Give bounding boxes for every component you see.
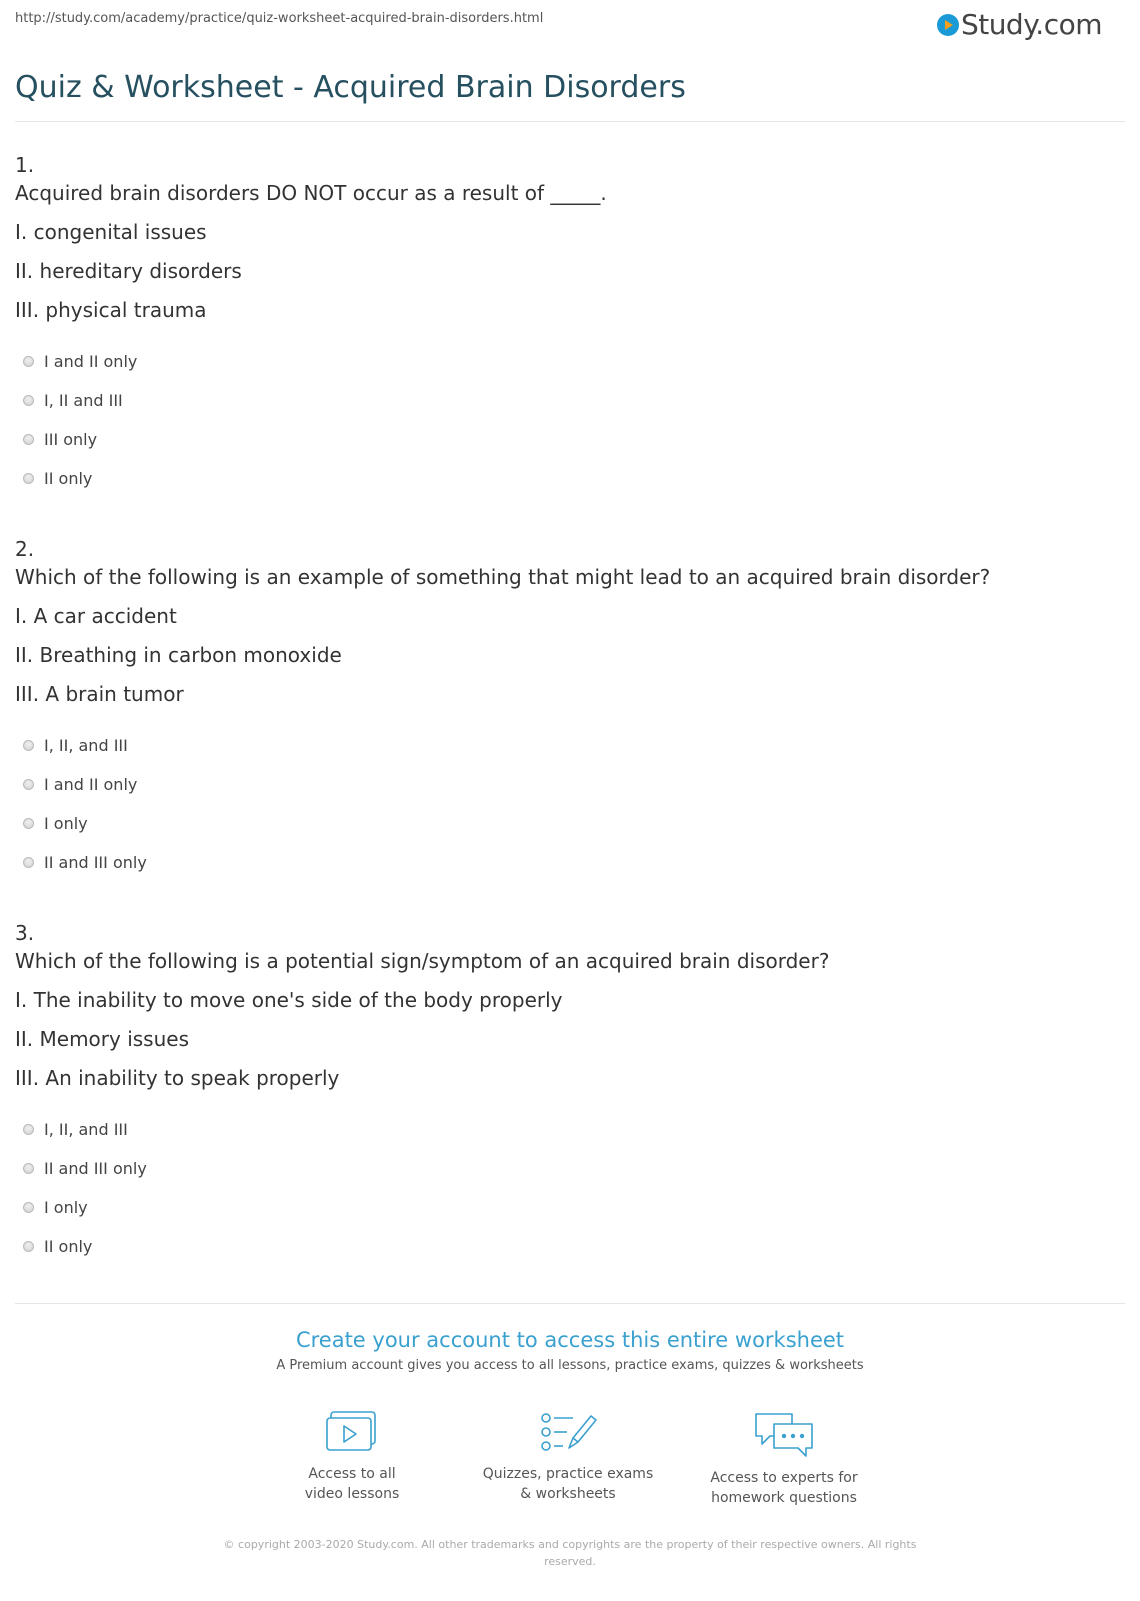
cta-title[interactable]: Create your account to access this entire worksheet [295, 1328, 845, 1352]
question-number: 3. [15, 921, 35, 945]
feature-quizzes [468, 1410, 668, 1504]
study-logo[interactable] [937, 8, 1102, 41]
option-label: II only [44, 468, 93, 488]
feature-video-lessons [252, 1410, 452, 1504]
quiz-checklist-icon [539, 1410, 597, 1454]
video-lesson-icon [325, 1410, 379, 1454]
question-statement: II. Memory issues [15, 1027, 190, 1051]
chat-bubbles-icon [752, 1410, 816, 1458]
radio-button[interactable] [23, 1202, 34, 1213]
question-statement: I. The inability to move one's side of the body properly [15, 988, 563, 1012]
question-statement: II. hereditary disorders [15, 259, 242, 283]
feature-text: Access to all video lessons [304, 1466, 400, 1502]
radio-button[interactable] [23, 434, 34, 445]
feature-text: Quizzes, practice exams & worksheets [482, 1466, 654, 1502]
option-label: I and II only [44, 774, 138, 794]
radio-button[interactable] [23, 857, 34, 868]
option-label: II and III only [44, 1158, 147, 1178]
logo-text: Study.com [960, 8, 1102, 41]
radio-button[interactable] [23, 1124, 34, 1135]
answer-option[interactable] [15, 851, 147, 873]
question-prompt: Which of the following is an example of something that might lead to an acquired brain disorder? [15, 565, 991, 589]
option-label: I only [44, 1197, 88, 1217]
question-number: 2. [15, 537, 35, 561]
page-title: Quiz & Worksheet - Acquired Brain Disorders [15, 70, 686, 105]
option-label: I and II only [44, 351, 138, 371]
question-statement: III. physical trauma [15, 298, 207, 322]
radio-button[interactable] [23, 395, 34, 406]
feature-text: Access to experts for homework questions [710, 1470, 858, 1506]
answer-option[interactable] [15, 1157, 147, 1179]
option-label: I only [44, 813, 88, 833]
answer-option[interactable] [15, 467, 92, 489]
answer-option[interactable] [15, 1235, 92, 1257]
answer-option[interactable] [15, 812, 88, 834]
radio-button[interactable] [23, 779, 34, 790]
option-label: III only [44, 429, 98, 449]
question-statement: II. Breathing in carbon monoxide [15, 643, 342, 667]
option-label: I, II, and III [44, 735, 128, 755]
page-url: http://study.com/academy/practice/quiz-worksheet-acquired-brain-disorders.html [15, 11, 544, 26]
radio-button[interactable] [23, 818, 34, 829]
answer-option[interactable] [15, 734, 128, 756]
answer-option[interactable] [15, 1118, 128, 1140]
option-label: I, II, and III [44, 1119, 128, 1139]
copyright-footer: © copyright 2003-2020 Study.com. All other trademarks and copyrights are the property of their respective owners. All rights reserved. [223, 1538, 917, 1568]
question-prompt: Acquired brain disorders DO NOT occur as a result of _____. [15, 181, 607, 205]
question-statement: I. A car accident [15, 604, 177, 628]
answer-option[interactable] [15, 773, 137, 795]
answer-option[interactable] [15, 1196, 88, 1218]
divider [15, 121, 1125, 122]
radio-button[interactable] [23, 1163, 34, 1174]
cta-subtitle: A Premium account gives you access to all lessons, practice exams, quizzes & worksheets [276, 1358, 864, 1373]
question-statement: III. A brain tumor [15, 682, 184, 706]
answer-option[interactable] [15, 389, 123, 411]
option-label: II only [44, 1236, 93, 1256]
option-label: I, II and III [44, 390, 123, 410]
radio-button[interactable] [23, 473, 34, 484]
answer-option[interactable] [15, 428, 97, 450]
radio-button[interactable] [23, 740, 34, 751]
question-statement: III. An inability to speak properly [15, 1066, 340, 1090]
question-prompt: Which of the following is a potential sign/symptom of an acquired brain disorder? [15, 949, 830, 973]
radio-button[interactable] [23, 1241, 34, 1252]
option-label: II and III only [44, 852, 147, 872]
play-logo-icon [937, 14, 959, 36]
feature-experts [684, 1410, 884, 1508]
question-statement: I. congenital issues [15, 220, 207, 244]
divider [15, 1303, 1125, 1304]
answer-option[interactable] [15, 350, 137, 372]
question-number: 1. [15, 153, 35, 177]
radio-button[interactable] [23, 356, 34, 367]
